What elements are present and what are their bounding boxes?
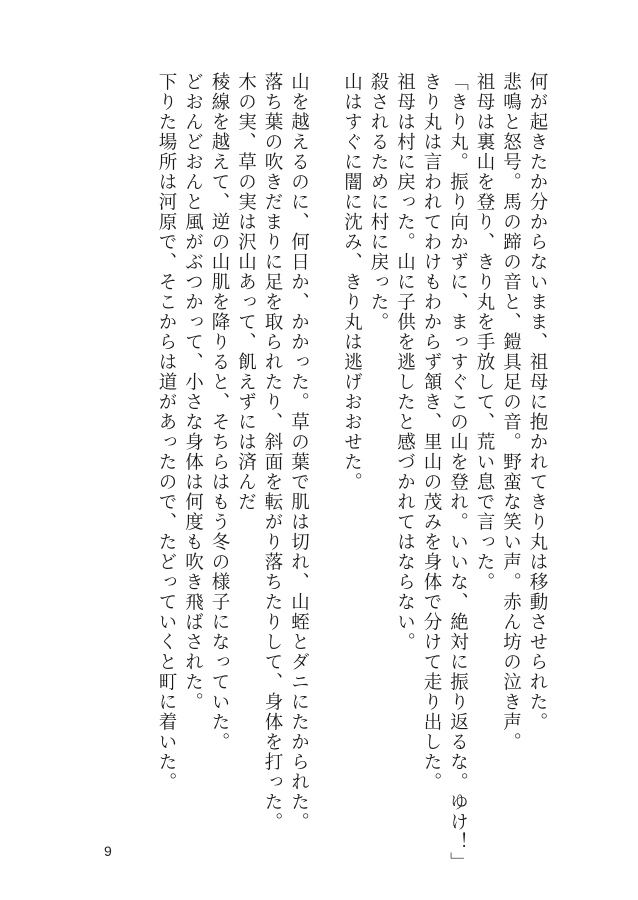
text-line: 山を越えるのに、何日か、かかった。草の葉で肌は切れ、山蛭とダニにたかられた。 (288, 72, 310, 832)
text-line: 祖母は村に戻った。山に子供を逃したと感づかれてはならない。 (394, 72, 416, 652)
text-line: 稜線を越えて、逆の山肌を降りると、そちらはもう冬の様子になっていた。 (209, 72, 230, 752)
vertical-text-body (90, 72, 550, 872)
text-line: 山はすぐに闇に沈み、きり丸は逃げおおせた。 (341, 72, 363, 492)
text-line: 木の実、草の実は沢山あって、飢えずには済んだ (235, 72, 257, 512)
text-line: 下りた場所は河原で、そこからは道があったので、たどっていくと町に着いた。 (156, 72, 177, 792)
text-line: 「きり丸。振り向かずに、まっすぐこの山を登れ。いいな、絶対に振り返るな。ゆけ！」 (447, 72, 469, 872)
text-line: 何が起きたか分からないまま、祖母に抱かれてきり丸は移動させられた。 (527, 72, 548, 732)
text-line: 悲鳴と怒号。馬の蹄の音と、鎧具足の音。野蛮な笑い声。赤ん坊の泣き声。 (500, 72, 522, 752)
text-line: 祖母は裏山を登り、きり丸を手放して、荒い息で言った。 (474, 72, 495, 592)
text-line: きり丸は言われてわけもわからず頷き、里山の茂みを身体で分けて走り出した。 (421, 72, 442, 792)
text-line: 落ち葉の吹きだまりに足を取られたり、斜面を転がり落ちたりして、身体を打った。 (262, 72, 283, 832)
blank-line (312, 72, 339, 822)
page-number: 9 (104, 843, 112, 859)
text-line: どおんどおんと風がぶつかって、小さな身体は何度も吹き飛ばされた。 (182, 72, 204, 712)
text-line: 殺されるために村に戻った。 (368, 72, 389, 332)
